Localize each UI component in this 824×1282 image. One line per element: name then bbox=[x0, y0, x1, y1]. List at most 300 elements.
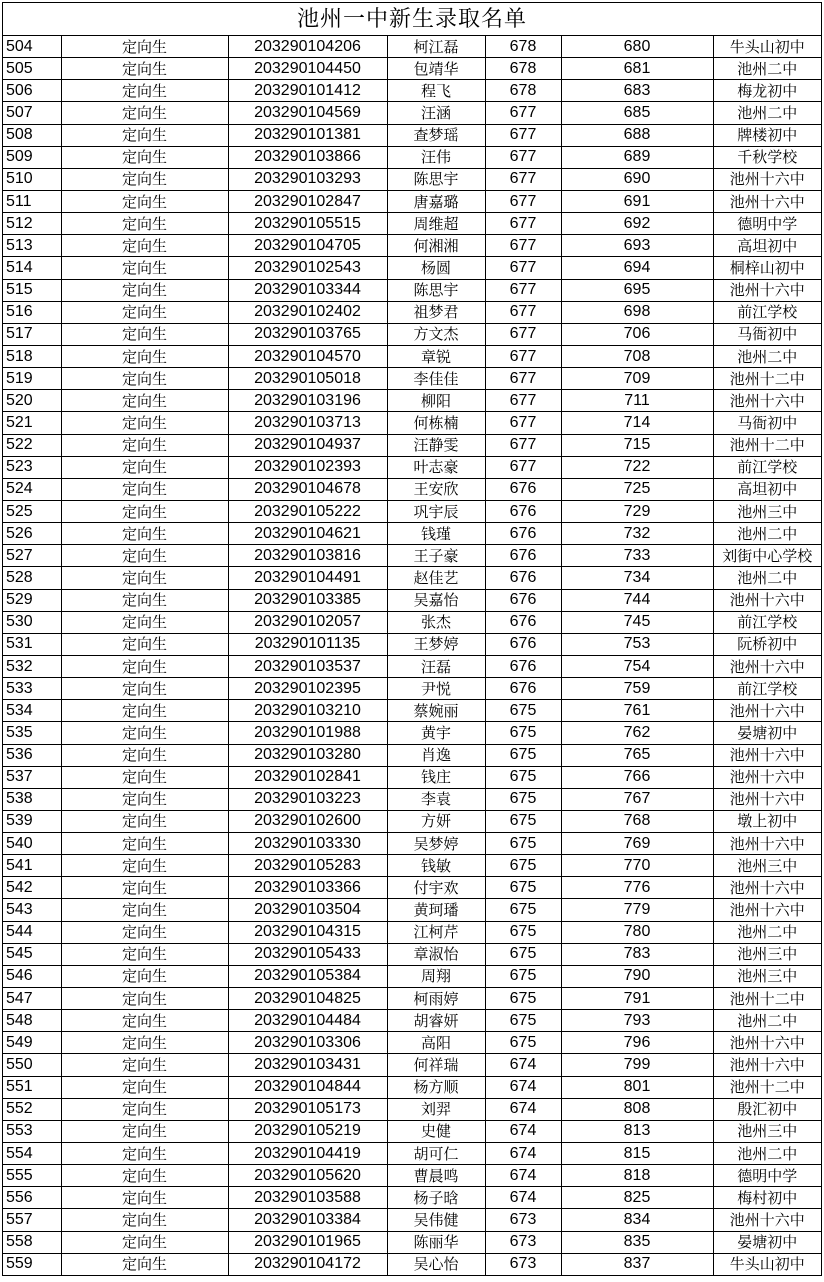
table-row bbox=[3, 257, 821, 279]
table-row bbox=[3, 633, 821, 655]
row-number-cell: 557 bbox=[3, 1209, 61, 1231]
row-number-cell: 558 bbox=[3, 1231, 61, 1253]
score-cell: 677 bbox=[485, 213, 561, 235]
admission-type-cell: 定向生 bbox=[61, 1143, 228, 1165]
row-number-cell: 521 bbox=[3, 412, 61, 434]
rank-cell: 732 bbox=[561, 523, 713, 545]
admission-type-cell: 定向生 bbox=[61, 877, 228, 899]
graduating-school-cell: 牌楼初中 bbox=[713, 124, 821, 146]
student-name-cell: 刘羿 bbox=[387, 1098, 485, 1120]
student-name-cell: 王梦婷 bbox=[387, 633, 485, 655]
admission-type-cell: 定向生 bbox=[61, 766, 228, 788]
table-row bbox=[3, 368, 821, 390]
admission-type-cell: 定向生 bbox=[61, 301, 228, 323]
table-row bbox=[3, 899, 821, 921]
graduating-school-cell: 池州十六中 bbox=[713, 744, 821, 766]
score-cell: 675 bbox=[485, 921, 561, 943]
table-row bbox=[3, 700, 821, 722]
graduating-school-cell: 牛头山初中 bbox=[713, 1253, 821, 1275]
student-name-cell: 唐嘉璐 bbox=[387, 190, 485, 212]
table-row bbox=[3, 833, 821, 855]
score-cell: 676 bbox=[485, 523, 561, 545]
student-name-cell: 吴梦婷 bbox=[387, 833, 485, 855]
student-name-cell: 胡可仁 bbox=[387, 1143, 485, 1165]
row-number-cell: 526 bbox=[3, 523, 61, 545]
score-cell: 675 bbox=[485, 965, 561, 987]
score-cell: 675 bbox=[485, 877, 561, 899]
row-number-cell: 525 bbox=[3, 500, 61, 522]
table-row bbox=[3, 855, 821, 877]
table-row bbox=[3, 1187, 821, 1209]
score-cell: 677 bbox=[485, 168, 561, 190]
rank-cell: 783 bbox=[561, 943, 713, 965]
graduating-school-cell: 高坦初中 bbox=[713, 235, 821, 257]
score-cell: 677 bbox=[485, 146, 561, 168]
row-number-cell: 554 bbox=[3, 1143, 61, 1165]
admission-type-cell: 定向生 bbox=[61, 611, 228, 633]
table-row bbox=[3, 611, 821, 633]
rank-cell: 681 bbox=[561, 58, 713, 80]
rank-cell: 776 bbox=[561, 877, 713, 899]
rank-cell: 796 bbox=[561, 1032, 713, 1054]
student-name-cell: 钱瑾 bbox=[387, 523, 485, 545]
row-number-cell: 559 bbox=[3, 1253, 61, 1275]
score-cell: 677 bbox=[485, 124, 561, 146]
student-name-cell: 肖逸 bbox=[387, 744, 485, 766]
student-name-cell: 祖梦君 bbox=[387, 301, 485, 323]
row-number-cell: 551 bbox=[3, 1076, 61, 1098]
admission-type-cell: 定向生 bbox=[61, 500, 228, 522]
rank-cell: 685 bbox=[561, 102, 713, 124]
candidate-id-cell: 203290104570 bbox=[228, 345, 387, 367]
student-name-cell: 汪磊 bbox=[387, 655, 485, 677]
student-name-cell: 史健 bbox=[387, 1120, 485, 1142]
rank-cell: 709 bbox=[561, 368, 713, 390]
student-name-cell: 叶志豪 bbox=[387, 456, 485, 478]
rank-cell: 744 bbox=[561, 589, 713, 611]
graduating-school-cell: 池州二中 bbox=[713, 345, 821, 367]
score-cell: 675 bbox=[485, 943, 561, 965]
score-cell: 676 bbox=[485, 545, 561, 567]
student-name-cell: 张杰 bbox=[387, 611, 485, 633]
candidate-id-cell: 203290103366 bbox=[228, 877, 387, 899]
graduating-school-cell: 池州十六中 bbox=[713, 190, 821, 212]
graduating-school-cell: 池州二中 bbox=[713, 523, 821, 545]
table-row bbox=[3, 235, 821, 257]
graduating-school-cell: 池州十六中 bbox=[713, 700, 821, 722]
graduating-school-cell: 池州三中 bbox=[713, 943, 821, 965]
admission-type-cell: 定向生 bbox=[61, 589, 228, 611]
row-number-cell: 532 bbox=[3, 655, 61, 677]
candidate-id-cell: 203290104484 bbox=[228, 1010, 387, 1032]
student-name-cell: 程飞 bbox=[387, 80, 485, 102]
graduating-school-cell: 池州十二中 bbox=[713, 988, 821, 1010]
score-cell: 676 bbox=[485, 633, 561, 655]
score-cell: 676 bbox=[485, 678, 561, 700]
rank-cell: 825 bbox=[561, 1187, 713, 1209]
student-name-cell: 柯江磊 bbox=[387, 36, 485, 58]
score-cell: 675 bbox=[485, 988, 561, 1010]
rank-cell: 759 bbox=[561, 678, 713, 700]
rank-cell: 762 bbox=[561, 722, 713, 744]
table-body bbox=[3, 36, 821, 1275]
admission-type-cell: 定向生 bbox=[61, 1231, 228, 1253]
score-cell: 678 bbox=[485, 80, 561, 102]
graduating-school-cell: 池州十六中 bbox=[713, 1209, 821, 1231]
student-name-cell: 柳阳 bbox=[387, 390, 485, 412]
score-cell: 677 bbox=[485, 190, 561, 212]
row-number-cell: 549 bbox=[3, 1032, 61, 1054]
student-name-cell: 章锐 bbox=[387, 345, 485, 367]
table-row bbox=[3, 500, 821, 522]
admission-type-cell: 定向生 bbox=[61, 368, 228, 390]
score-cell: 675 bbox=[485, 1010, 561, 1032]
score-cell: 674 bbox=[485, 1143, 561, 1165]
candidate-id-cell: 203290105018 bbox=[228, 368, 387, 390]
table-row bbox=[3, 58, 821, 80]
graduating-school-cell: 马衙初中 bbox=[713, 323, 821, 345]
score-cell: 677 bbox=[485, 390, 561, 412]
student-name-cell: 陈丽华 bbox=[387, 1231, 485, 1253]
score-cell: 673 bbox=[485, 1231, 561, 1253]
score-cell: 673 bbox=[485, 1209, 561, 1231]
rank-cell: 688 bbox=[561, 124, 713, 146]
admission-type-cell: 定向生 bbox=[61, 1076, 228, 1098]
rank-cell: 765 bbox=[561, 744, 713, 766]
rank-cell: 813 bbox=[561, 1120, 713, 1142]
score-cell: 674 bbox=[485, 1098, 561, 1120]
score-cell: 677 bbox=[485, 368, 561, 390]
rank-cell: 769 bbox=[561, 833, 713, 855]
rank-cell: 698 bbox=[561, 301, 713, 323]
table-row bbox=[3, 943, 821, 965]
candidate-id-cell: 203290105219 bbox=[228, 1120, 387, 1142]
table-row bbox=[3, 877, 821, 899]
candidate-id-cell: 203290104825 bbox=[228, 988, 387, 1010]
graduating-school-cell: 池州十六中 bbox=[713, 833, 821, 855]
student-name-cell: 章淑怡 bbox=[387, 943, 485, 965]
student-name-cell: 巩宇辰 bbox=[387, 500, 485, 522]
admission-type-cell: 定向生 bbox=[61, 1209, 228, 1231]
admission-type-cell: 定向生 bbox=[61, 1253, 228, 1275]
admission-type-cell: 定向生 bbox=[61, 567, 228, 589]
rank-cell: 766 bbox=[561, 766, 713, 788]
admission-type-cell: 定向生 bbox=[61, 833, 228, 855]
admission-type-cell: 定向生 bbox=[61, 633, 228, 655]
admission-type-cell: 定向生 bbox=[61, 1165, 228, 1187]
candidate-id-cell: 203290102393 bbox=[228, 456, 387, 478]
candidate-id-cell: 203290103196 bbox=[228, 390, 387, 412]
student-name-cell: 杨方顺 bbox=[387, 1076, 485, 1098]
row-number-cell: 520 bbox=[3, 390, 61, 412]
graduating-school-cell: 池州三中 bbox=[713, 1120, 821, 1142]
row-number-cell: 506 bbox=[3, 80, 61, 102]
table-row bbox=[3, 1076, 821, 1098]
page-title: 池州一中新生录取名单 bbox=[3, 3, 821, 36]
student-name-cell: 周维超 bbox=[387, 213, 485, 235]
row-number-cell: 538 bbox=[3, 788, 61, 810]
table-row bbox=[3, 965, 821, 987]
student-name-cell: 陈思宇 bbox=[387, 168, 485, 190]
candidate-id-cell: 203290103765 bbox=[228, 323, 387, 345]
graduating-school-cell: 池州十六中 bbox=[713, 766, 821, 788]
candidate-id-cell: 203290103537 bbox=[228, 655, 387, 677]
table-row bbox=[3, 80, 821, 102]
table-row bbox=[3, 1165, 821, 1187]
graduating-school-cell: 阮桥初中 bbox=[713, 633, 821, 655]
graduating-school-cell: 前江学校 bbox=[713, 611, 821, 633]
table-row bbox=[3, 810, 821, 832]
score-cell: 676 bbox=[485, 655, 561, 677]
admission-type-cell: 定向生 bbox=[61, 1054, 228, 1076]
candidate-id-cell: 203290102057 bbox=[228, 611, 387, 633]
score-cell: 675 bbox=[485, 744, 561, 766]
admission-type-cell: 定向生 bbox=[61, 943, 228, 965]
graduating-school-cell: 池州十六中 bbox=[713, 279, 821, 301]
rank-cell: 793 bbox=[561, 1010, 713, 1032]
graduating-school-cell: 牛头山初中 bbox=[713, 36, 821, 58]
score-cell: 675 bbox=[485, 899, 561, 921]
row-number-cell: 523 bbox=[3, 456, 61, 478]
row-number-cell: 515 bbox=[3, 279, 61, 301]
table-row bbox=[3, 478, 821, 500]
score-cell: 676 bbox=[485, 589, 561, 611]
rank-cell: 834 bbox=[561, 1209, 713, 1231]
candidate-id-cell: 203290101412 bbox=[228, 80, 387, 102]
admission-type-cell: 定向生 bbox=[61, 545, 228, 567]
rank-cell: 695 bbox=[561, 279, 713, 301]
row-number-cell: 527 bbox=[3, 545, 61, 567]
student-name-cell: 方妍 bbox=[387, 810, 485, 832]
row-number-cell: 509 bbox=[3, 146, 61, 168]
admission-type-cell: 定向生 bbox=[61, 700, 228, 722]
student-name-cell: 陈思宇 bbox=[387, 279, 485, 301]
admission-type-cell: 定向生 bbox=[61, 788, 228, 810]
student-name-cell: 吴心怡 bbox=[387, 1253, 485, 1275]
graduating-school-cell: 池州十六中 bbox=[713, 168, 821, 190]
candidate-id-cell: 203290105384 bbox=[228, 965, 387, 987]
row-number-cell: 547 bbox=[3, 988, 61, 1010]
row-number-cell: 530 bbox=[3, 611, 61, 633]
rank-cell: 734 bbox=[561, 567, 713, 589]
score-cell: 674 bbox=[485, 1054, 561, 1076]
admission-type-cell: 定向生 bbox=[61, 1032, 228, 1054]
table-row bbox=[3, 456, 821, 478]
rank-cell: 801 bbox=[561, 1076, 713, 1098]
candidate-id-cell: 203290103344 bbox=[228, 279, 387, 301]
table-row bbox=[3, 213, 821, 235]
rank-cell: 729 bbox=[561, 500, 713, 522]
candidate-id-cell: 203290103210 bbox=[228, 700, 387, 722]
graduating-school-cell: 池州二中 bbox=[713, 1143, 821, 1165]
table-row bbox=[3, 279, 821, 301]
table-row bbox=[3, 655, 821, 677]
table-row bbox=[3, 744, 821, 766]
table-row bbox=[3, 523, 821, 545]
graduating-school-cell: 池州二中 bbox=[713, 102, 821, 124]
student-name-cell: 王子豪 bbox=[387, 545, 485, 567]
candidate-id-cell: 203290101965 bbox=[228, 1231, 387, 1253]
graduating-school-cell: 德明中学 bbox=[713, 213, 821, 235]
row-number-cell: 542 bbox=[3, 877, 61, 899]
score-cell: 677 bbox=[485, 456, 561, 478]
rank-cell: 694 bbox=[561, 257, 713, 279]
admission-type-cell: 定向生 bbox=[61, 146, 228, 168]
rank-cell: 711 bbox=[561, 390, 713, 412]
admission-list-sheet bbox=[2, 2, 822, 1276]
candidate-id-cell: 203290102395 bbox=[228, 678, 387, 700]
student-name-cell: 李佳佳 bbox=[387, 368, 485, 390]
student-name-cell: 付宇欢 bbox=[387, 877, 485, 899]
student-name-cell: 周翔 bbox=[387, 965, 485, 987]
rank-cell: 733 bbox=[561, 545, 713, 567]
table-row bbox=[3, 1054, 821, 1076]
admission-type-cell: 定向生 bbox=[61, 855, 228, 877]
rank-cell: 835 bbox=[561, 1231, 713, 1253]
row-number-cell: 505 bbox=[3, 58, 61, 80]
rank-cell: 768 bbox=[561, 810, 713, 832]
admission-type-cell: 定向生 bbox=[61, 102, 228, 124]
student-name-cell: 王安欣 bbox=[387, 478, 485, 500]
score-cell: 677 bbox=[485, 301, 561, 323]
candidate-id-cell: 203290105620 bbox=[228, 1165, 387, 1187]
student-name-cell: 李袁 bbox=[387, 788, 485, 810]
score-cell: 675 bbox=[485, 722, 561, 744]
candidate-id-cell: 203290102841 bbox=[228, 766, 387, 788]
student-name-cell: 尹悦 bbox=[387, 678, 485, 700]
table-row bbox=[3, 1209, 821, 1231]
rank-cell: 799 bbox=[561, 1054, 713, 1076]
score-cell: 675 bbox=[485, 810, 561, 832]
row-number-cell: 545 bbox=[3, 943, 61, 965]
graduating-school-cell: 池州十六中 bbox=[713, 589, 821, 611]
graduating-school-cell: 梅龙初中 bbox=[713, 80, 821, 102]
score-cell: 675 bbox=[485, 833, 561, 855]
rank-cell: 722 bbox=[561, 456, 713, 478]
candidate-id-cell: 203290102543 bbox=[228, 257, 387, 279]
row-number-cell: 511 bbox=[3, 190, 61, 212]
rank-cell: 708 bbox=[561, 345, 713, 367]
student-name-cell: 曹晨鸣 bbox=[387, 1165, 485, 1187]
student-name-cell: 吴伟健 bbox=[387, 1209, 485, 1231]
graduating-school-cell: 池州十二中 bbox=[713, 434, 821, 456]
table-row bbox=[3, 412, 821, 434]
table-row bbox=[3, 124, 821, 146]
row-number-cell: 555 bbox=[3, 1165, 61, 1187]
table-row bbox=[3, 168, 821, 190]
rank-cell: 683 bbox=[561, 80, 713, 102]
graduating-school-cell: 池州三中 bbox=[713, 965, 821, 987]
admission-type-cell: 定向生 bbox=[61, 80, 228, 102]
admission-type-cell: 定向生 bbox=[61, 478, 228, 500]
graduating-school-cell: 池州十二中 bbox=[713, 368, 821, 390]
rank-cell: 692 bbox=[561, 213, 713, 235]
student-name-cell: 汪静雯 bbox=[387, 434, 485, 456]
table-row bbox=[3, 1231, 821, 1253]
student-name-cell: 黄珂璠 bbox=[387, 899, 485, 921]
graduating-school-cell: 千秋学校 bbox=[713, 146, 821, 168]
row-number-cell: 546 bbox=[3, 965, 61, 987]
row-number-cell: 508 bbox=[3, 124, 61, 146]
table-row bbox=[3, 1143, 821, 1165]
student-name-cell: 包靖华 bbox=[387, 58, 485, 80]
graduating-school-cell: 池州二中 bbox=[713, 1010, 821, 1032]
admission-type-cell: 定向生 bbox=[61, 1187, 228, 1209]
admission-type-cell: 定向生 bbox=[61, 257, 228, 279]
graduating-school-cell: 池州二中 bbox=[713, 921, 821, 943]
row-number-cell: 512 bbox=[3, 213, 61, 235]
table-row bbox=[3, 589, 821, 611]
graduating-school-cell: 池州十六中 bbox=[713, 390, 821, 412]
rank-cell: 767 bbox=[561, 788, 713, 810]
row-number-cell: 516 bbox=[3, 301, 61, 323]
admission-type-cell: 定向生 bbox=[61, 988, 228, 1010]
candidate-id-cell: 203290104450 bbox=[228, 58, 387, 80]
table-row bbox=[3, 722, 821, 744]
rank-cell: 725 bbox=[561, 478, 713, 500]
rank-cell: 791 bbox=[561, 988, 713, 1010]
candidate-id-cell: 203290103385 bbox=[228, 589, 387, 611]
score-cell: 676 bbox=[485, 611, 561, 633]
admission-type-cell: 定向生 bbox=[61, 168, 228, 190]
row-number-cell: 537 bbox=[3, 766, 61, 788]
admission-type-cell: 定向生 bbox=[61, 36, 228, 58]
admission-type-cell: 定向生 bbox=[61, 456, 228, 478]
admission-type-cell: 定向生 bbox=[61, 1098, 228, 1120]
admission-type-cell: 定向生 bbox=[61, 678, 228, 700]
candidate-id-cell: 203290104315 bbox=[228, 921, 387, 943]
graduating-school-cell: 前江学校 bbox=[713, 301, 821, 323]
candidate-id-cell: 203290101381 bbox=[228, 124, 387, 146]
admission-type-cell: 定向生 bbox=[61, 412, 228, 434]
admission-type-cell: 定向生 bbox=[61, 655, 228, 677]
table-row bbox=[3, 788, 821, 810]
table-row bbox=[3, 1032, 821, 1054]
row-number-cell: 513 bbox=[3, 235, 61, 257]
score-cell: 677 bbox=[485, 279, 561, 301]
student-name-cell: 胡睿妍 bbox=[387, 1010, 485, 1032]
candidate-id-cell: 203290101988 bbox=[228, 722, 387, 744]
admission-type-cell: 定向生 bbox=[61, 390, 228, 412]
rank-cell: 745 bbox=[561, 611, 713, 633]
student-name-cell: 杨子晗 bbox=[387, 1187, 485, 1209]
row-number-cell: 540 bbox=[3, 833, 61, 855]
row-number-cell: 548 bbox=[3, 1010, 61, 1032]
graduating-school-cell: 墩上初中 bbox=[713, 810, 821, 832]
rank-cell: 753 bbox=[561, 633, 713, 655]
row-number-cell: 507 bbox=[3, 102, 61, 124]
candidate-id-cell: 203290102600 bbox=[228, 810, 387, 832]
graduating-school-cell: 马衙初中 bbox=[713, 412, 821, 434]
admission-type-cell: 定向生 bbox=[61, 965, 228, 987]
candidate-id-cell: 203290104491 bbox=[228, 567, 387, 589]
candidate-id-cell: 203290103223 bbox=[228, 788, 387, 810]
score-cell: 674 bbox=[485, 1187, 561, 1209]
candidate-id-cell: 203290105515 bbox=[228, 213, 387, 235]
student-name-cell: 高阳 bbox=[387, 1032, 485, 1054]
rank-cell: 693 bbox=[561, 235, 713, 257]
row-number-cell: 524 bbox=[3, 478, 61, 500]
student-name-cell: 何栋楠 bbox=[387, 412, 485, 434]
graduating-school-cell: 德明中学 bbox=[713, 1165, 821, 1187]
admission-type-cell: 定向生 bbox=[61, 345, 228, 367]
table-row bbox=[3, 988, 821, 1010]
rank-cell: 691 bbox=[561, 190, 713, 212]
rank-cell: 770 bbox=[561, 855, 713, 877]
student-name-cell: 吴嘉怡 bbox=[387, 589, 485, 611]
row-number-cell: 553 bbox=[3, 1120, 61, 1142]
admission-type-cell: 定向生 bbox=[61, 921, 228, 943]
